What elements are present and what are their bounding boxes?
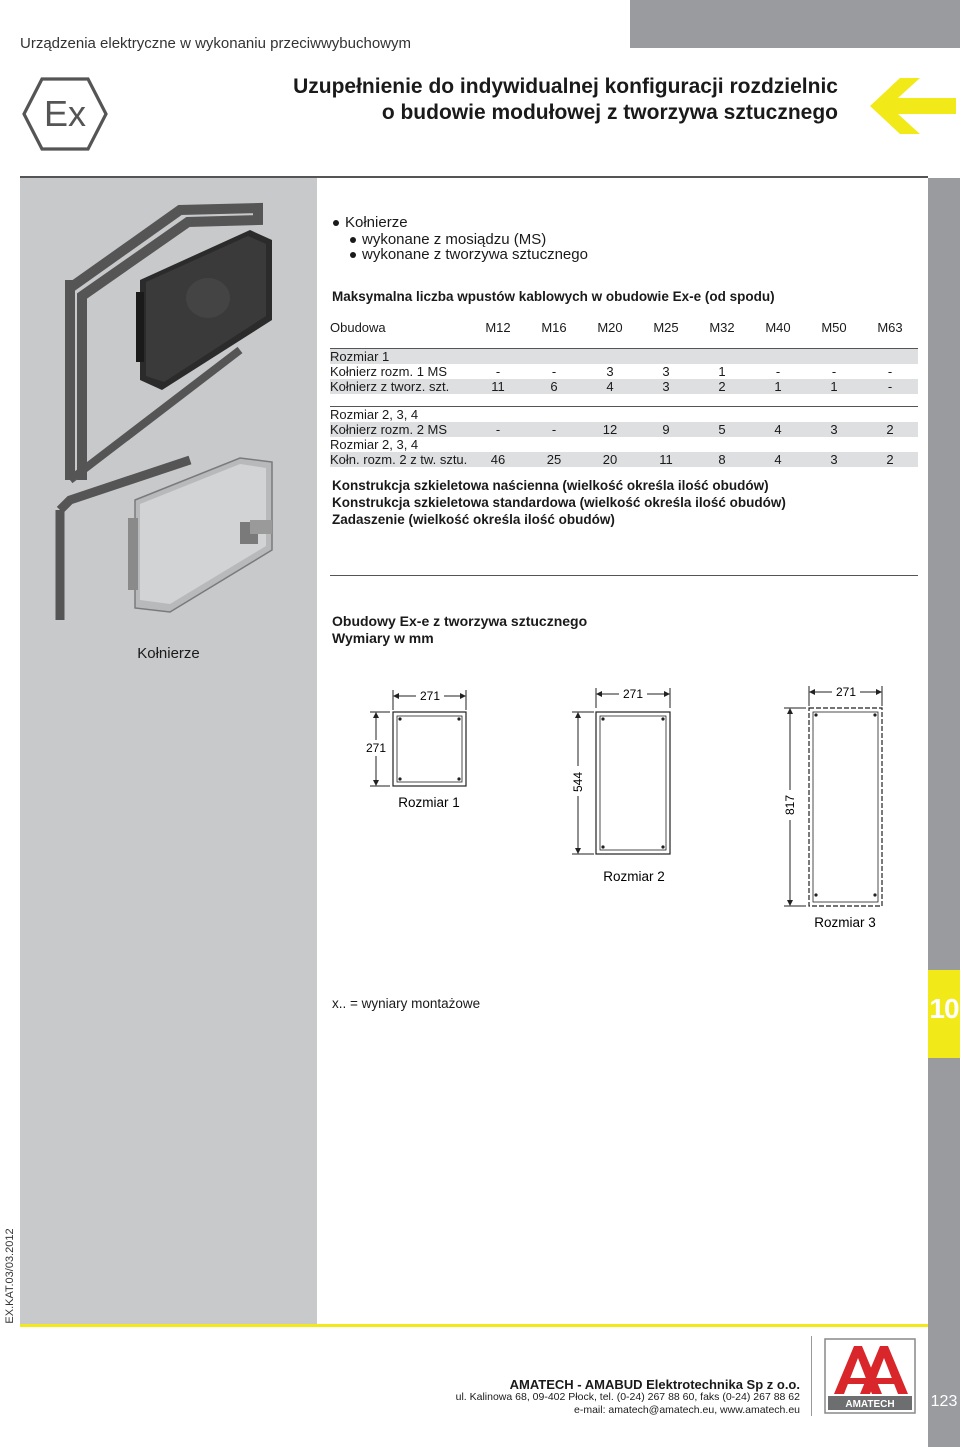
bullet-sub-text: wykonane z mosiądzu (MS) [362,231,547,248]
table-cell [582,437,638,452]
ex-logo-text: Ex [43,93,87,134]
right-sidebar-strip [928,178,960,1447]
col-header: M40 [765,319,791,335]
col-header: M12 [485,319,511,335]
table-cell: 5 [718,422,726,437]
row-label: Kołnierz rozm. 1 MS [330,364,448,379]
col-header: M63 [877,319,903,335]
size2-drawing [570,686,670,884]
table-cell: 9 [662,422,670,437]
dimensions-heading [332,613,587,647]
cable-entry-table [330,318,918,467]
table-cell: 3 [606,364,614,379]
page-number: 123 [930,1393,958,1410]
row-label: Rozmiar 2, 3, 4 [330,407,419,422]
table-cell: 11 [491,379,505,394]
table-cell [694,437,750,452]
col-header: M25 [653,319,679,335]
table-cell [638,349,694,365]
section-divider [330,575,918,576]
row-label: Kołn. rozm. 2 z tw. sztu. [330,452,468,467]
table-row [330,452,918,467]
table-cell [526,407,582,423]
table-cell: 3 [830,452,838,467]
bullet-dot-icon [350,237,356,243]
construction-item: Zadaszenie (wielkość określa ilość obudów) [332,512,615,527]
construction-list [332,477,786,528]
table-row [330,364,918,379]
footer-divider [20,1324,928,1327]
row-label: Rozmiar 2, 3, 4 [330,437,419,452]
table-cell [470,407,526,423]
size2-width-label: 271 [622,687,644,701]
footer-address: ul. Kalinowa 68, 09-402 Płock, tel. (0-24) 267 88 60, faks (0-24) 267 88 62 [455,1391,800,1403]
table-cell [526,349,582,365]
table-cell [750,349,806,365]
size3-height-label: 817 [783,794,797,816]
table-cell [638,407,694,423]
table-cell [806,407,862,423]
table-cell: 1 [830,379,838,394]
table-cell [806,349,862,365]
table-cell: 12 [602,422,618,437]
table-cell: 8 [718,452,726,467]
col-header: M20 [597,319,623,335]
chapter-number: 10 [929,993,959,1024]
size1-label: Rozmiar 1 [398,795,460,810]
size3-width-label: 271 [835,685,857,699]
table-cell: - [775,364,781,379]
footer-contact [330,1378,800,1417]
size3-label: Rozmiar 3 [814,915,876,930]
size2-label: Rozmiar 2 [603,869,665,884]
table-cell [862,407,918,423]
table-cell: 2 [886,452,894,467]
table-cell: 3 [830,422,838,437]
title-line-2: o budowie modułowej z tworzywa sztucznego [381,101,838,124]
table-header-row [330,318,918,336]
flange-caption: Kołnierze [137,645,200,662]
ex-logo-icon [22,76,108,152]
enclosure-dimension-drawings [330,670,928,940]
table-cell: 2 [886,422,894,437]
table-cell: 20 [602,452,618,467]
size1-drawing [362,688,466,810]
row-label: Kołnierz rozm. 2 MS [330,422,448,437]
table-cell: - [831,364,837,379]
footer-separator [811,1336,812,1416]
table-cell: 46 [490,452,506,467]
dimensions-heading-line-2: Wymiary w mm [332,630,434,646]
table-cell [750,407,806,423]
table-cell [582,349,638,365]
table-cell: 3 [662,364,670,379]
table-cell: 6 [550,379,558,394]
brass-flange-image [60,458,272,620]
category-label: Urządzenia elektryczne w wykonaniu przeciwwybuchowym [20,35,411,52]
table-cell: 4 [606,379,614,394]
bullet-sub-text: wykonane z tworzywa sztucznego [362,246,588,263]
table-cell: 1 [774,379,782,394]
footer-company: AMATECH - AMABUD Elektrotechnika Sp z o.o. [509,1377,800,1392]
table-cell: - [495,422,501,437]
amatech-logo-icon [824,1338,916,1414]
table-cell: 4 [774,422,782,437]
title-line-1: Uzupełnienie do indywidualnej konfiguracji rozdzielnic [293,75,838,98]
document-code: EX.KAT.03/03.2012 [4,1228,16,1324]
table-cell [638,437,694,452]
table-row [330,379,918,394]
table-cell: - [887,379,893,394]
table-cell [470,349,526,365]
table-cell [806,437,862,452]
size1-height-label: 271 [365,741,387,755]
col-header: M16 [541,319,567,335]
back-arrow-icon[interactable] [868,78,956,134]
size1-width-label: 271 [419,689,441,703]
mounting-dimensions-note: x.. = wyniary montażowe [332,996,481,1011]
construction-item: Konstrukcja szkieletowa standardowa (wielkość określa ilość obudów) [332,495,786,510]
bullet-dot-icon [350,252,356,258]
logo-text: AMATECH [845,1399,895,1410]
table-heading: Maksymalna liczba wpustów kablowych w obudowie Ex-e (od spodu) [332,289,775,304]
bullet-sub-2 [350,246,588,263]
flange-photos [40,200,310,620]
size2-height-label: 544 [571,771,585,793]
size3-drawing [782,684,882,930]
row-label: Kołnierz z tworz. szt. [330,379,450,394]
table-cell: - [495,364,501,379]
table-cell: 11 [659,452,673,467]
table-cell [694,349,750,365]
construction-item: Konstrukcja szkieletowa naścienna (wielkość określa ilość obudów) [332,478,769,493]
table-cell [694,407,750,423]
table-cell [470,437,526,452]
col-header: Obudowa [330,319,386,335]
table-cell: 25 [546,452,562,467]
table-cell [862,437,918,452]
table-row [330,422,918,437]
table-cell [862,349,918,365]
plastic-flange-image [70,208,272,480]
table-cell: - [551,422,557,437]
table-cell: 2 [718,379,726,394]
table-cell: 3 [662,379,670,394]
row-label: Rozmiar 1 [330,349,390,364]
page-title [170,74,838,126]
table-cell: - [887,364,893,379]
top-grey-bar [630,0,960,48]
dimensions-heading-line-1: Obudowy Ex-e z tworzywa sztucznego [332,613,588,629]
table-row [330,349,918,365]
table-row [330,407,918,423]
table-row [330,437,918,452]
table-cell: 1 [718,364,726,379]
table-cell [582,407,638,423]
footer-contact-line: e-mail: amatech@amatech.eu, www.amatech.eu [573,1404,800,1416]
table-cell [526,437,582,452]
col-header: M50 [821,319,847,335]
col-header: M32 [709,319,735,335]
table-cell: - [551,364,557,379]
bullet-dot-icon [333,220,339,226]
bullet-main [333,214,408,231]
bullet-main-text: Kołnierze [345,214,408,231]
table-cell: 4 [774,452,782,467]
table-cell [750,437,806,452]
